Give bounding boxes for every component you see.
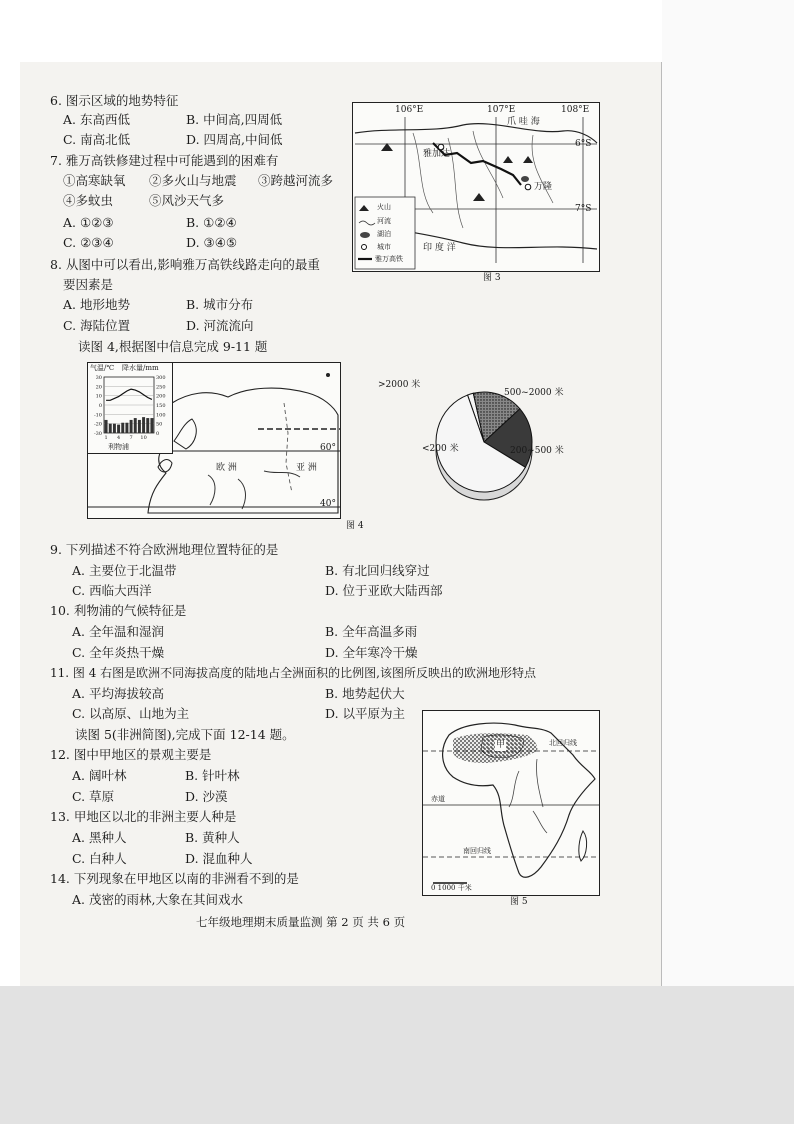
fig3-lon-106: 106°E bbox=[395, 105, 424, 115]
q7-option-d: D. ③④⑤ bbox=[186, 235, 238, 250]
q7-item-3: ③跨越河流多 bbox=[258, 173, 334, 188]
precip-tick-label: 50 bbox=[156, 421, 163, 428]
q7-stem: 7. 雅万高铁修建过程中可能遇到的困难有 bbox=[50, 153, 279, 168]
q8-stem-line2: 要因素是 bbox=[63, 277, 114, 292]
q6-option-b: B. 中间高,四周低 bbox=[186, 112, 283, 127]
month-tick-label: 7 bbox=[129, 435, 133, 441]
precip-bar bbox=[109, 424, 112, 433]
fig3-lon-107: 107°E bbox=[487, 105, 516, 115]
fig5-region-jia: 甲 bbox=[496, 740, 506, 750]
q11-option-c: C. 以高原、山地为主 bbox=[72, 706, 190, 721]
pie-label-gt2000: >2000 米 bbox=[378, 380, 421, 390]
fig3-legend-volcano: 火山 bbox=[377, 203, 391, 211]
temp-tick-label: 20 bbox=[95, 384, 102, 391]
q6-option-c: C. 南高北低 bbox=[63, 132, 131, 147]
q6-option-a: A. 东高西低 bbox=[63, 112, 130, 127]
precip-tick-label: 100 bbox=[156, 412, 166, 419]
scan-margin-bottom bbox=[0, 986, 794, 1124]
q12-option-c: C. 草原 bbox=[72, 789, 115, 804]
month-tick-label: 4 bbox=[116, 435, 121, 441]
fig4-lat-40: 40° bbox=[320, 499, 336, 509]
month-tick-label: 1 bbox=[104, 435, 108, 441]
figure-5-africa-map bbox=[422, 710, 600, 896]
q7-item-4: ④多蚊虫 bbox=[63, 193, 114, 208]
temp-tick-label: 30 bbox=[95, 375, 102, 381]
q6-stem: 6. 图示区域的地势特征 bbox=[50, 93, 179, 108]
temp-tick-label: -30 bbox=[93, 431, 102, 437]
temp-tick-label: 0 bbox=[98, 403, 102, 409]
q7-option-c: C. ②③④ bbox=[63, 235, 114, 250]
q8-option-d: D. 河流流向 bbox=[186, 318, 254, 333]
figure-4-europe-map bbox=[87, 362, 341, 519]
fig3-indian-ocean: 印 度 洋 bbox=[423, 243, 456, 253]
q9-option-a: A. 主要位于北温带 bbox=[72, 563, 177, 578]
fig4-climate-chart bbox=[88, 363, 173, 454]
precip-bar bbox=[125, 423, 128, 433]
q7-item-5: ⑤风沙天气多 bbox=[149, 193, 225, 208]
q13-option-c: C. 白种人 bbox=[72, 851, 127, 866]
precip-tick-label: 300 bbox=[156, 375, 166, 381]
q11-option-b: B. 地势起伏大 bbox=[325, 686, 405, 701]
precip-bar bbox=[113, 424, 116, 433]
fig5-scale-bar: 0 1000 千米 bbox=[431, 884, 472, 892]
precip-tick-label: 0 bbox=[156, 431, 160, 437]
page-footer: 七年级地理期末质量监测 第 2 页 共 6 页 bbox=[196, 915, 406, 929]
fig3-legend-city: 城市 bbox=[377, 243, 391, 251]
q8-option-a: A. 地形地势 bbox=[63, 297, 130, 312]
q9-option-d: D. 位于亚欧大陆西部 bbox=[325, 583, 443, 598]
fig4-station-name: 利物浦 bbox=[108, 443, 129, 451]
precip-bar bbox=[142, 417, 145, 433]
fig3-lat-7s: 7°S bbox=[575, 204, 592, 214]
q9-stem: 9. 下列描述不符合欧洲地理位置特征的是 bbox=[50, 542, 279, 557]
q13-option-a: A. 黑种人 bbox=[72, 830, 127, 845]
read-fig5-instruction: 读图 5(非洲简图),完成下面 12-14 题。 bbox=[75, 727, 295, 742]
q11-option-d: D. 以平原为主 bbox=[325, 706, 406, 721]
fig5-tropic-cancer: 北回归线 bbox=[549, 739, 577, 747]
fig4-europe-label: 欧 洲 bbox=[216, 463, 237, 473]
fig3-caption: 图 3 bbox=[483, 273, 501, 283]
fig3-legend-river: 河流 bbox=[377, 217, 391, 225]
fig3-legend-lake: 湖泊 bbox=[377, 230, 391, 238]
q13-stem: 13. 甲地区以北的非洲主要人种是 bbox=[50, 809, 237, 824]
precip-bar bbox=[130, 420, 133, 433]
figure-4-altitude-pie bbox=[378, 372, 584, 512]
precip-tick-label: 200 bbox=[156, 393, 166, 400]
pie-label-lt200: <200 米 bbox=[422, 444, 459, 454]
fig5-caption: 图 5 bbox=[510, 897, 528, 907]
pie-label-500-2000: 500~2000 米 bbox=[504, 388, 564, 398]
precip-bar bbox=[138, 420, 141, 433]
fig3-java-sea: 爪 哇 海 bbox=[507, 117, 540, 127]
figure-3-map bbox=[352, 102, 600, 272]
q8-option-c: C. 海陆位置 bbox=[63, 318, 131, 333]
fig4-lat-60: 60° bbox=[320, 443, 336, 453]
temp-tick-label: -10 bbox=[93, 412, 102, 419]
q10-option-c: C. 全年炎热干燥 bbox=[72, 645, 165, 660]
q7-option-a: A. ①②③ bbox=[63, 215, 114, 230]
fig3-jakarta: 雅加达 bbox=[423, 149, 451, 159]
q9-option-b: B. 有北回归线穿过 bbox=[325, 563, 430, 578]
precip-bar bbox=[105, 420, 108, 433]
q10-option-b: B. 全年高温多雨 bbox=[325, 624, 418, 639]
q10-option-d: D. 全年寒冷干燥 bbox=[325, 645, 418, 660]
sheet-edge bbox=[661, 62, 662, 986]
q7-item-2: ②多火山与地震 bbox=[149, 173, 237, 188]
q8-option-b: B. 城市分布 bbox=[186, 297, 254, 312]
fig3-legend-railway: 雅万高铁 bbox=[375, 255, 403, 263]
scan-margin-right bbox=[662, 0, 794, 986]
q8-stem-line1: 8. 从图中可以看出,影响雅万高铁线路走向的最重 bbox=[50, 257, 320, 272]
fig4-caption: 图 4 bbox=[346, 521, 364, 531]
read-fig4-instruction: 读图 4,根据图中信息完成 9-11 题 bbox=[78, 339, 268, 354]
precip-bar bbox=[146, 418, 149, 433]
precip-tick-label: 150 bbox=[156, 403, 166, 409]
temp-tick-label: -20 bbox=[93, 421, 102, 428]
q12-stem: 12. 图中甲地区的景观主要是 bbox=[50, 747, 212, 762]
fig3-lat-6s: 6°S bbox=[575, 139, 592, 149]
fig5-tropic-capricorn: 南回归线 bbox=[463, 847, 491, 855]
fig5-equator: 赤道 bbox=[431, 795, 445, 803]
q13-option-d: D. 混血种人 bbox=[185, 851, 253, 866]
q12-option-b: B. 针叶林 bbox=[185, 768, 240, 783]
q12-option-d: D. 沙漠 bbox=[185, 789, 228, 804]
fig4-precip-axis-label: 降水量/mm bbox=[122, 364, 159, 372]
q13-option-b: B. 黄种人 bbox=[185, 830, 240, 845]
precip-bar bbox=[117, 425, 120, 433]
temp-tick-label: 10 bbox=[95, 393, 102, 400]
precip-bar bbox=[134, 418, 137, 433]
q11-stem: 11. 图 4 右图是欧洲不同海拔高度的陆地占全洲面积的比例图,该图所反映出的欧洲地形特点 bbox=[50, 666, 536, 680]
q11-option-a: A. 平均海拔较高 bbox=[72, 686, 164, 701]
month-tick-label: 10 bbox=[140, 435, 147, 441]
fig4-temp-axis-label: 气温/℃ bbox=[90, 364, 115, 372]
q12-option-a: A. 阔叶林 bbox=[72, 768, 127, 783]
temperature-line bbox=[106, 389, 152, 400]
pie-label-200-500: 200~500 米 bbox=[510, 446, 564, 456]
q14-stem: 14. 下列现象在甲地区以南的非洲看不到的是 bbox=[50, 871, 299, 886]
precip-bar bbox=[121, 423, 124, 433]
fig4-asia-label: 亚 洲 bbox=[296, 463, 317, 473]
q10-option-a: A. 全年温和湿润 bbox=[72, 624, 164, 639]
fig3-bandung: 万隆 bbox=[534, 182, 553, 192]
precip-tick-label: 250 bbox=[156, 384, 166, 391]
q9-option-c: C. 西临大西洋 bbox=[72, 583, 152, 598]
q10-stem: 10. 利物浦的气候特征是 bbox=[50, 603, 187, 618]
q7-item-1: ①高寒缺氧 bbox=[63, 173, 126, 188]
fig3-lon-108: 108°E bbox=[561, 105, 590, 115]
q14-option-a: A. 茂密的雨林,大象在其间戏水 bbox=[72, 892, 243, 907]
q7-option-b: B. ①②④ bbox=[186, 215, 237, 230]
precip-bar bbox=[150, 418, 153, 433]
q6-option-d: D. 四周高,中间低 bbox=[186, 132, 283, 147]
